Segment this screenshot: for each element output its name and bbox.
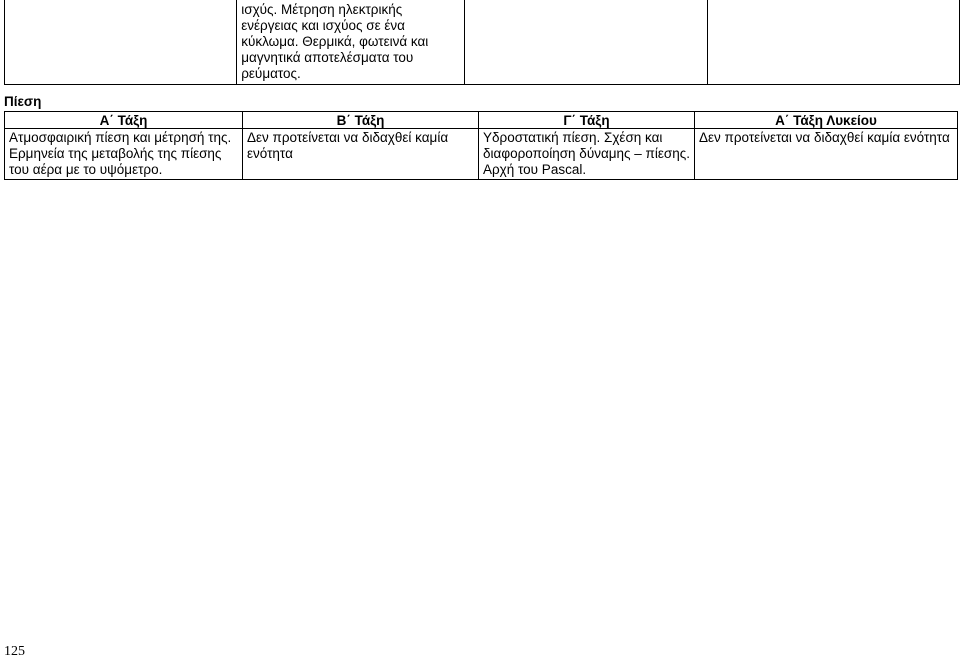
cell-grade-c: Υδροστατική πίεση. Σχέση και διαφοροποίηση δύναμης – πίεσης. Αρχή του Pascal. — [479, 129, 695, 180]
continued-table — [4, 0, 960, 85]
continued-cell-1 — [5, 0, 237, 85]
table-row — [5, 129, 958, 180]
cell-grade-b: Δεν προτείνεται να διδαχθεί καμία ενότητα — [243, 129, 479, 180]
cell-grade-a-lyceum: Δεν προτείνεται να διδαχθεί καμία ενότητα — [695, 129, 958, 180]
header-grade-c: Γ΄ Τάξη — [479, 112, 695, 129]
continued-cell-4 — [708, 0, 960, 85]
continued-cell-2: ισχύς. Μέτρηση ηλεκτρικής ενέργειας και ισχύος σε ένα κύκλωμα. Θερμικά, φωτεινά και μαγνητικά αποτελέσματα του ρεύματος. — [237, 0, 464, 85]
cell-grade-a: Ατμοσφαιρική πίεση και μέτρησή της. Ερμηνεία της μεταβολής της πίεσης του αέρα με το υψόμετρο. — [5, 129, 243, 180]
section-title: Πίεση — [4, 94, 42, 109]
header-grade-b: Β΄ Τάξη — [243, 112, 479, 129]
continued-table-row — [5, 0, 960, 85]
page-number: 125 — [4, 644, 25, 659]
curriculum-table — [4, 111, 958, 180]
header-grade-a: Α΄ Τάξη — [5, 112, 243, 129]
table-header-row — [5, 112, 958, 129]
continued-cell-3 — [464, 0, 708, 85]
header-grade-a-lyceum: Α΄ Τάξη Λυκείου — [695, 112, 958, 129]
